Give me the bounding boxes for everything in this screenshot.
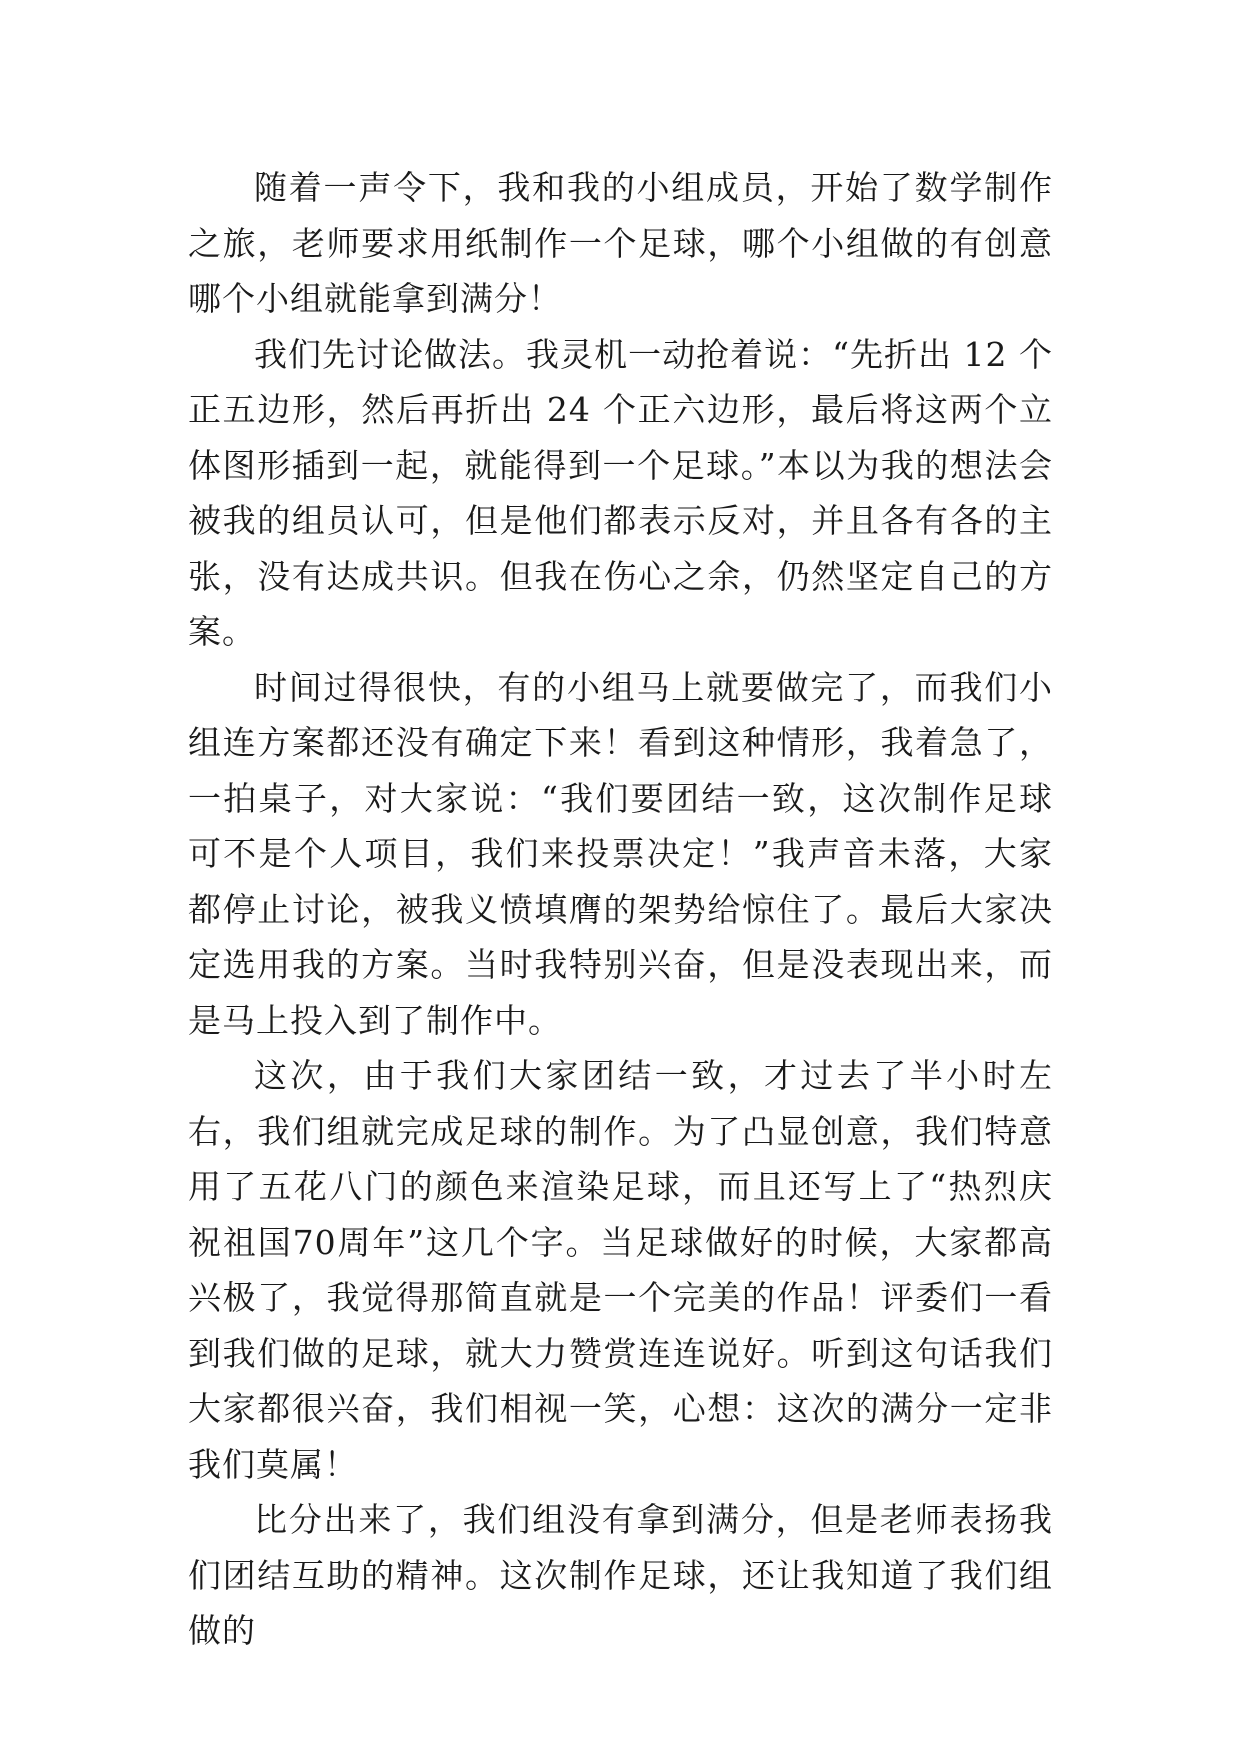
paragraph-4: 这次，由于我们大家团结一致，才过去了半小时左右，我们组就完成足球的制作。为了凸显创意，我们特意用了五花八门的颜色来渲染足球，而且还写上了“热烈庆祝祖国70周年”这几个字。当足球做好的时候，大家都高兴极了，我觉得那简直就是一个完美的作品！评委们一看到我们做的足球，就大力赞赏连连说好。听到这句话我们大家都很兴奋，我们相视一笑，心想：这次的满分一定非我们莫属！ [188,1056,1053,1484]
paragraph-2: 我们先讨论做法。我灵机一动抢着说：“先折出 12 个正五边形，然后再折出 24 个正六边形，最后将这两个立体图形插到一起，就能得到一个足球。”本以为我的想法会被我的组员认可，但是他们都表示反对，并且各有各的主张，没有达成共识。但我在伤心之余，仍然坚定自己的方案。 [188,334,1053,651]
document-body [188,160,1053,1659]
paragraph-3: 时间过得很快，有的小组马上就要做完了，而我们小组连方案都还没有确定下来！看到这种情形，我着急了，一拍桌子，对大家说：“我们要团结一致，这次制作足球可不是个人项目，我们来投票决定！”我声音未落，大家都停止讨论，被我义愤填膺的架势给惊住了。最后大家决定选用我的方案。当时我特别兴奋，但是没表现出来，而是马上投入到了制作中。 [188,667,1053,1040]
paragraph-1: 随着一声令下，我和我的小组成员，开始了数学制作之旅，老师要求用纸制作一个足球，哪个小组做的有创意哪个小组就能拿到满分！ [188,168,1053,318]
paragraph-5: 比分出来了，我们组没有拿到满分，但是老师表扬我们团结互助的精神。这次制作足球，还让我知道了我们组做的 [188,1500,1053,1650]
